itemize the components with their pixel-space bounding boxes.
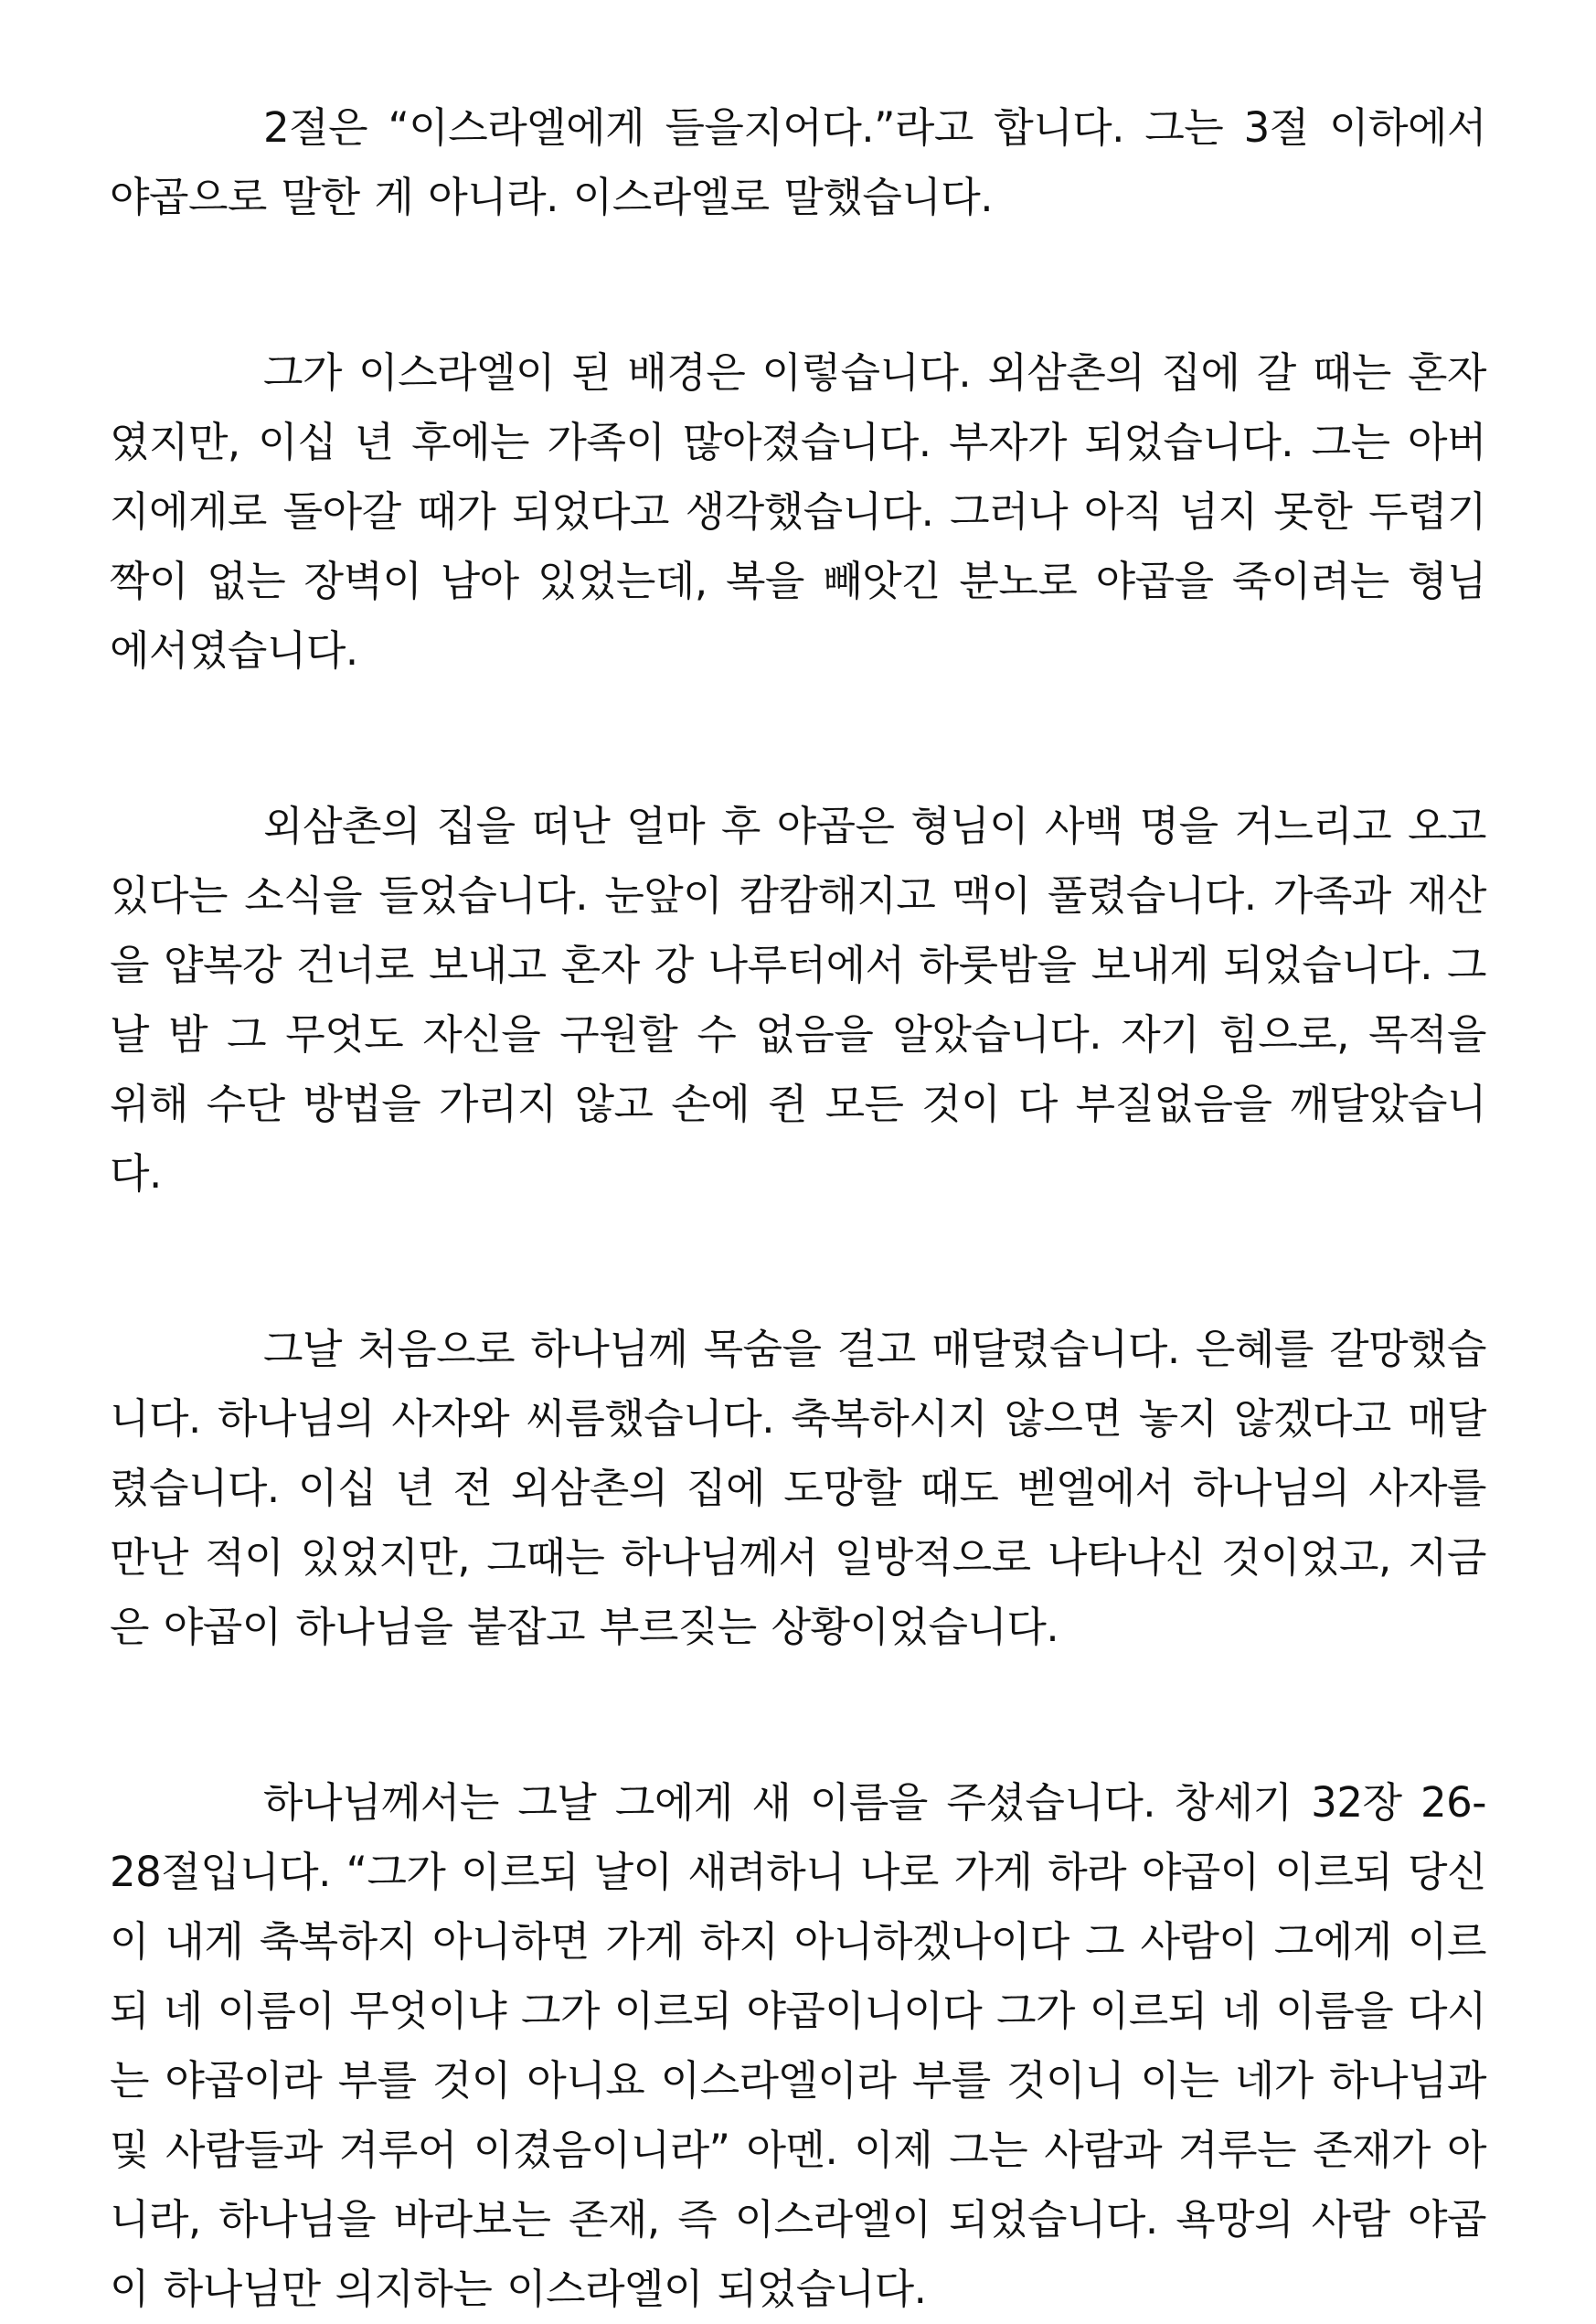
- paragraph-4: 그날 처음으로 하나님께 목숨을 걸고 매달렸습니다. 은혜를 갈망했습니다. 하나님의 사자와 씨름했습니다. 축복하시지 않으면 놓지 않겠다고 매달렸습니다. 이십 년 전 외삼촌의 집에 도망할 때도 벧엘에서 하나님의 사자를 만난 적이 있었지만, 그때는 하나님께서 일방적으로 나타나신 것이었고, 지금은 야곱이 하나님을 붙잡고 부르짖는 상황이었습니다.: [110, 1325, 1486, 1651]
- paragraph-5: 하나님께서는 그날 그에게 새 이름을 주셨습니다. 창세기 32장 26-28절입니다. “그가 이르되 날이 새려하니 나로 가게 하라 야곱이 이르되 당신이 내게 축복하지 아니하면 가게 하지 아니하겠나이다 그 사람이 그에게 이르되 네 이름이 무엇이냐 그가 이르되 야곱이니이다 그가 이르되 네 이름을 다시는 야곱이라 부를 것이 아니요 이스라엘이라 부를 것이니 이는 네가 하나님과 및 사람들과 겨루어 이겼음이니라” 아멘. 이제 그는 사람과 겨루는 존재가 아니라, 하나님을 바라보는 존재, 즉 이스라엘이 되었습니다. 욕망의 사람 야곱이 하나님만 의지하는 이스라엘이 되었습니다.: [110, 1778, 1486, 2313]
- paragraph-3: 외삼촌의 집을 떠난 얼마 후 야곱은 형님이 사백 명을 거느리고 오고 있다는 소식을 들었습니다. 눈앞이 캄캄해지고 맥이 풀렸습니다. 가족과 재산을 얍복강 건너로 보내고 혼자 강 나루터에서 하룻밤을 보내게 되었습니다. 그날 밤 그 무엇도 자신을 구원할 수 없음을 알았습니다. 자기 힘으로, 목적을 위해 수단 방법을 가리지 않고 손에 쥔 모든 것이 다 부질없음을 깨달았습니다.: [110, 802, 1486, 1198]
- paragraph-1: 2절은 “이스라엘에게 들을지어다.”라고 합니다. 그는 3절 이하에서 야곱으로 말한 게 아니라. 이스라엘로 말했습니다.: [110, 103, 1486, 221]
- paragraph-2: 그가 이스라엘이 된 배경은 이렇습니다. 외삼촌의 집에 갈 때는 혼자였지만, 이십 년 후에는 가족이 많아졌습니다. 부자가 되었습니다. 그는 아버지에게로 돌아갈 때가 되었다고 생각했습니다. 그러나 아직 넘지 못한 두렵기 짝이 없는 장벽이 남아 있었는데, 복을 빼앗긴 분노로 야곱을 죽이려는 형님 에서였습니다.: [110, 348, 1486, 675]
- document-page: [110, 93, 1486, 2324]
